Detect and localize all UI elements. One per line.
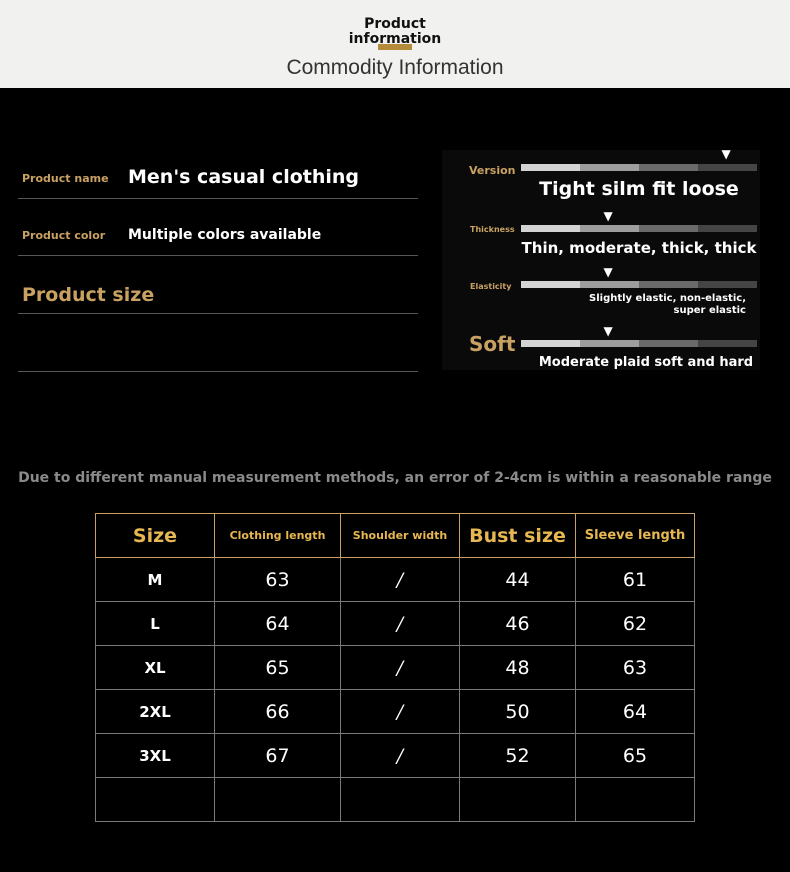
sleeve-length-cell: 65 — [576, 734, 695, 778]
shoulder-width-cell: / — [341, 734, 460, 778]
clothing-length-cell: 65 — [215, 646, 341, 690]
bust-size-cell: 52 — [460, 734, 576, 778]
clothing-length-cell: 66 — [215, 690, 341, 734]
thickness-scale-bar — [521, 225, 757, 232]
header-banner — [0, 0, 790, 88]
thickness-text: Thin, moderate, thick, thick — [521, 239, 757, 257]
header-clothing-length: Clothing length — [215, 514, 341, 558]
clothing-length-cell: 67 — [215, 734, 341, 778]
shoulder-width-cell: / — [341, 646, 460, 690]
elasticity-text: Slightly elastic, non-elastic, super elastic — [589, 293, 746, 316]
header-sleeve-length: Sleeve length — [576, 514, 695, 558]
soft-marker-icon: ▼ — [603, 324, 613, 338]
shoulder-width-cell: / — [341, 602, 460, 646]
header-bust-size: Bust size — [460, 514, 576, 558]
soft-text: Moderate plaid soft and hard — [538, 355, 754, 370]
version-scale-bar — [521, 164, 757, 171]
size-table — [95, 513, 695, 822]
size-cell: XL — [96, 646, 215, 690]
product-color-value: Multiple colors available — [128, 227, 322, 243]
table-row — [96, 734, 695, 778]
divider-3 — [18, 313, 418, 314]
soft-scale-bar — [521, 340, 757, 347]
table-row — [96, 558, 695, 602]
elasticity-marker-icon: ▼ — [603, 265, 613, 279]
sleeve-length-cell: 62 — [576, 602, 695, 646]
sleeve-length-cell: 63 — [576, 646, 695, 690]
sleeve-length-cell: 61 — [576, 558, 695, 602]
elasticity-scale-bar — [521, 281, 757, 288]
clothing-length-cell — [215, 778, 341, 822]
header-size: Size — [96, 514, 215, 558]
bust-size-cell: 46 — [460, 602, 576, 646]
product-name-label: Product name — [22, 172, 109, 185]
bust-size-cell: 44 — [460, 558, 576, 602]
size-cell: 3XL — [96, 734, 215, 778]
size-cell: L — [96, 602, 215, 646]
shoulder-width-cell: / — [341, 690, 460, 734]
sleeve-length-cell: 64 — [576, 690, 695, 734]
size-cell — [96, 778, 215, 822]
clothing-length-cell: 64 — [215, 602, 341, 646]
table-row — [96, 602, 695, 646]
divider-4 — [18, 371, 418, 372]
shoulder-width-cell — [341, 778, 460, 822]
header-shoulder-width: Shoulder width — [341, 514, 460, 558]
size-cell: M — [96, 558, 215, 602]
header-title-line1: Product — [364, 16, 426, 32]
table-row — [96, 690, 695, 734]
thickness-label: Thickness — [470, 225, 515, 234]
product-size-heading: Product size — [22, 284, 155, 306]
elasticity-label: Elasticity — [470, 282, 512, 291]
table-header-row — [96, 514, 695, 558]
version-label: Version — [469, 164, 516, 177]
table-row — [96, 646, 695, 690]
size-cell: 2XL — [96, 690, 215, 734]
header-subtitle: Commodity Information — [286, 56, 504, 79]
clothing-length-cell: 63 — [215, 558, 341, 602]
soft-label: Soft — [469, 332, 516, 356]
version-text: Tight silm fit loose — [539, 178, 739, 200]
bust-size-cell: 48 — [460, 646, 576, 690]
divider-1 — [18, 198, 418, 199]
product-name-value: Men's casual clothing — [128, 166, 360, 188]
version-marker-icon: ▼ — [721, 147, 731, 161]
bust-size-cell: 50 — [460, 690, 576, 734]
bust-size-cell — [460, 778, 576, 822]
sleeve-length-cell — [576, 778, 695, 822]
shoulder-width-cell: / — [341, 558, 460, 602]
measurement-note: Due to different manual measurement methods, an error of 2-4cm is within a reasonable range — [18, 470, 772, 486]
divider-2 — [18, 255, 418, 256]
product-color-label: Product color — [22, 229, 106, 242]
thickness-marker-icon: ▼ — [603, 209, 613, 223]
table-row — [96, 778, 695, 822]
header-title-line2: information — [348, 31, 442, 47]
